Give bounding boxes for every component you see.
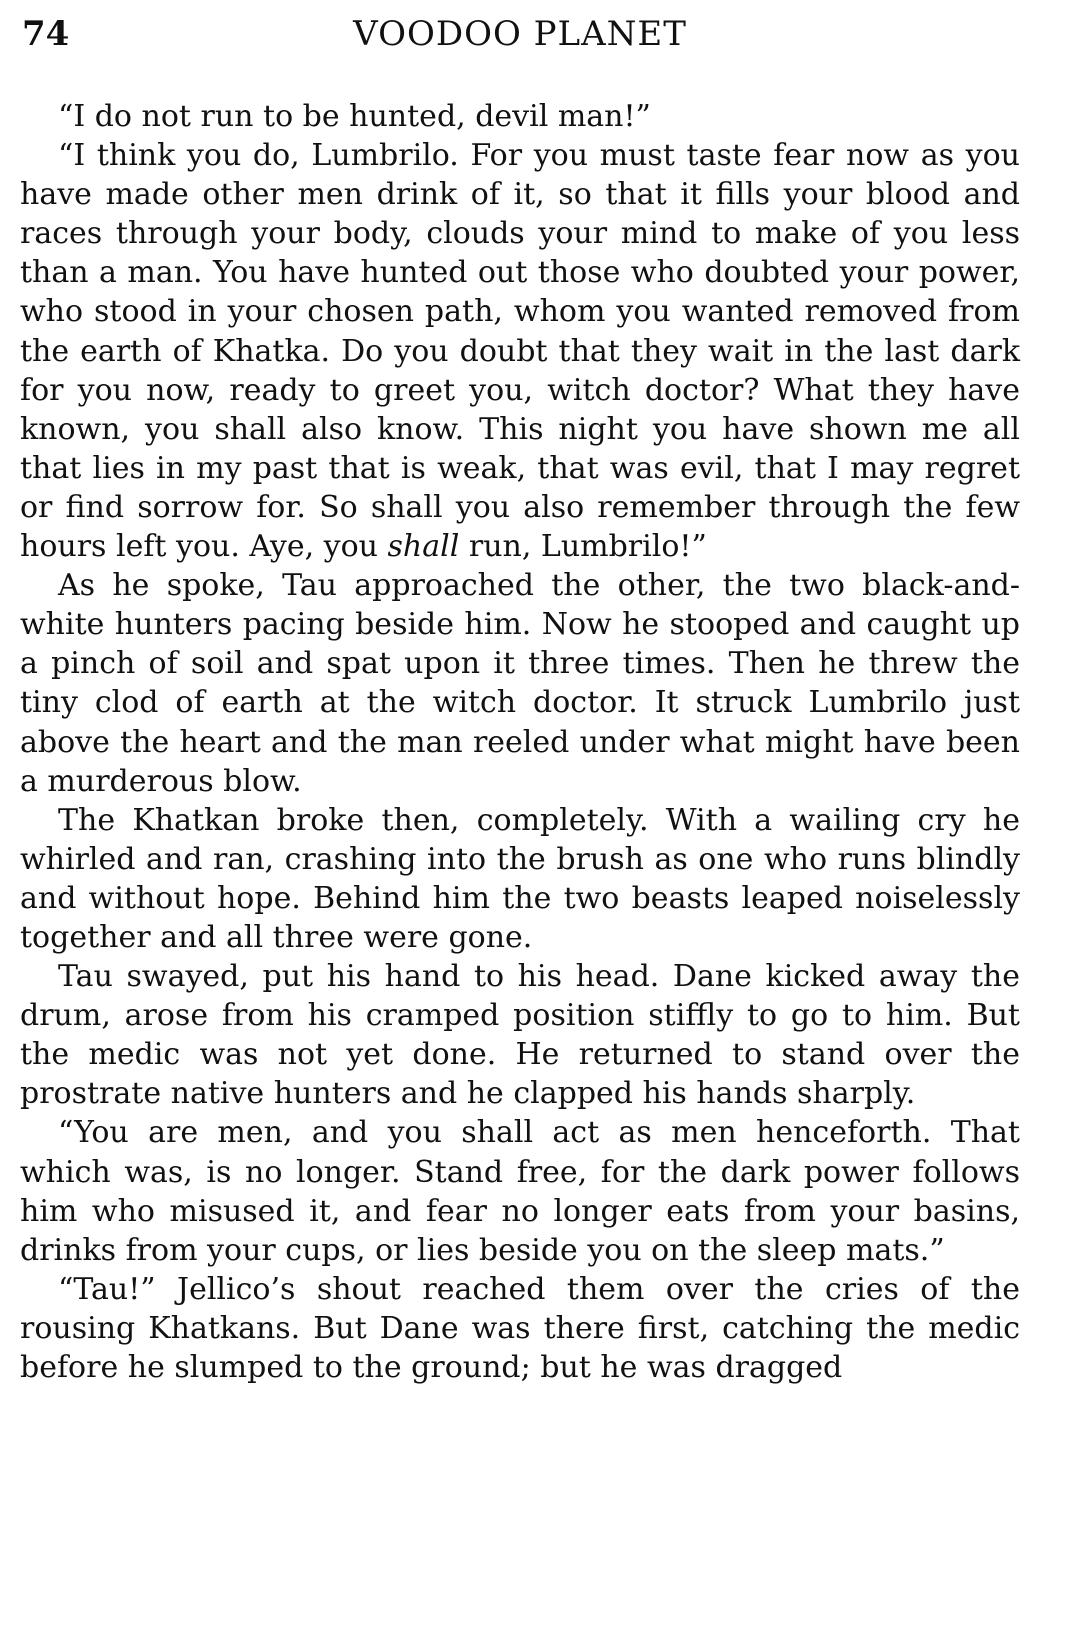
paragraph-6: “You are men, and you shall act as men henceforth. That which was, is no longer. Stand free, for the dark power follows him who misused it, and fear no longer eats from your basins, drinks from your cups, or lies beside you on the sleep mats.” xyxy=(20,1115,1020,1268)
running-head: VOODOO PLANET xyxy=(353,14,687,54)
page-header xyxy=(20,0,1020,70)
paragraph-2-part-1: “I think you do, Lumbrilo. For you must taste fear now as you have made other men drink of it, so that it fills your blood and races through your body, clouds your mind to make of you less than a man. You have hunted out those who doubted your power, who stood in your chosen path, whom you wanted removed from the earth of Khatka. Do you doubt that they wait in the last dark for you now, ready to greet you, witch doctor? What they have known, you shall also know. This night you have shown me all that lies in my past that is weak, that was evil, that I may regret or find sorrow for. So shall you also remember through the few hours left you. Aye, you xyxy=(20,138,1020,565)
paragraph-7: “Tau!” Jellico’s shout reached them over the cries of the rousing Khatkans. But Dane was there first, catching the medic before he slumped to the ground; but he was dragged xyxy=(20,1271,1020,1385)
paragraph-2-part-2: run, Lumbrilo!” xyxy=(459,529,707,565)
paragraph-4: The Khatkan broke then, completely. With a wailing cry he whirled and ran, crashing into the brush as one who runs blindly and without hope. Behind him the two beasts leaped noiselessly together and all three were gone. xyxy=(20,802,1020,955)
paragraph-3: As he spoke, Tau approached the other, the two black-and-white hunters pacing beside him. Now he stooped and caught up a pinch of soil and spat upon it three times. Then he threw the tiny clod of earth at the witch doctor. It struck Lumbrilo just above the heart and the man reeled under what might have been a murderous blow. xyxy=(20,568,1020,799)
page-number: 74 xyxy=(22,14,70,54)
book-page xyxy=(20,0,1020,1634)
paragraph-1: “I do not run to be hunted, devil man!” xyxy=(58,99,651,134)
paragraph-2 xyxy=(20,136,1020,566)
paragraph-5: Tau swayed, put his hand to his head. Dane kicked away the drum, arose from his cramped position stiffly to go to him. But the medic was not yet done. He returned to stand over the prostrate native hunters and he clapped his hands sharply. xyxy=(20,959,1020,1112)
paragraph-2-emphasis: shall xyxy=(387,529,460,565)
body-text xyxy=(20,97,1020,1387)
